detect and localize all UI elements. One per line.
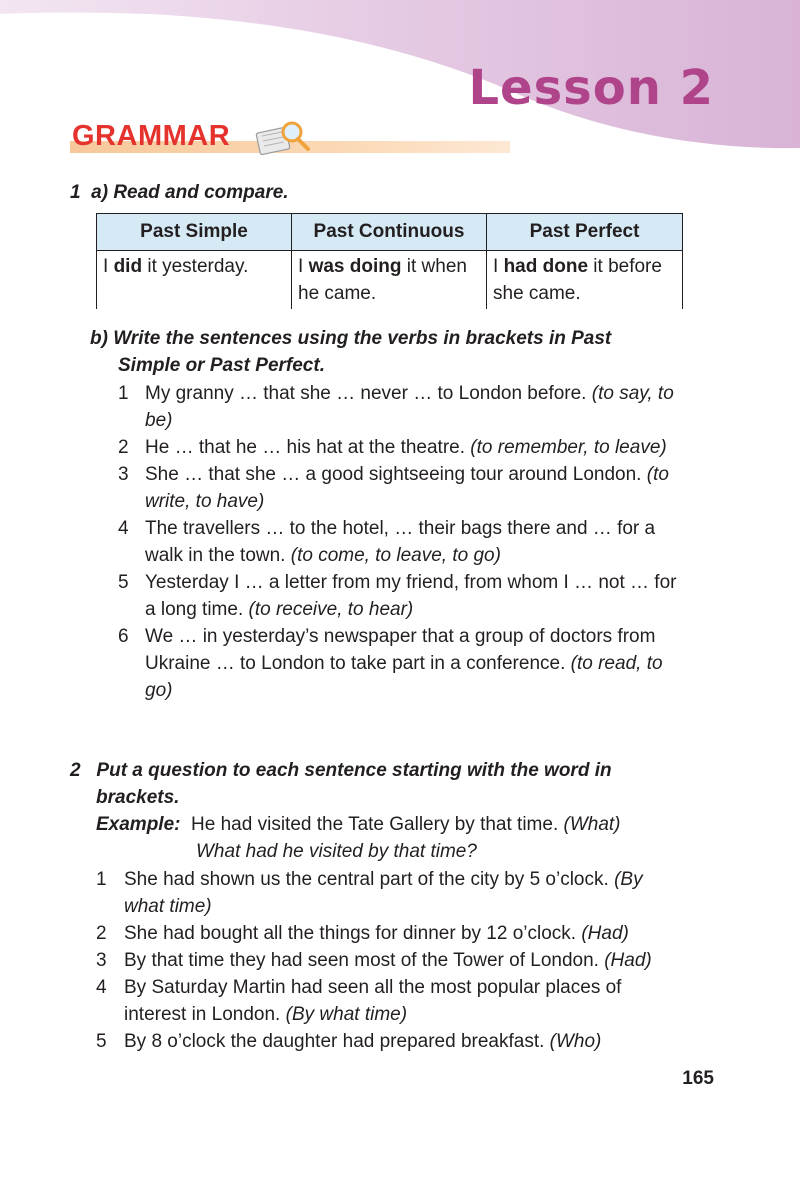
exercise2-heading [70,757,612,784]
list-item: 5 By 8 o’clock the daughter had prepared breakfast. (Who) [96,1031,602,1052]
list-item: 4 By Saturday Martin had seen all the most popular places of interest in London. (By what time) [96,977,622,1025]
exercise2-number: 2 [70,760,81,781]
list-item: 4 The travellers … to the hotel, … their bags there and … for a walk in the town. (to come, to leave, to go) [118,518,656,566]
table-cell: I did it yesterday. [97,251,292,310]
example-hint: (What) [563,814,621,835]
table-cell: I had done it before she came. [487,251,683,310]
example-line [96,811,621,838]
example-answer: What had he visited by that time? [196,841,477,862]
section-title: GRAMMAR [72,120,231,152]
exercise2-items [96,866,686,1055]
table-header: Past Perfect [487,214,683,251]
exercise1-part-b-line2: Simple or Past Perfect. [118,355,325,376]
list-item: 5 Yesterday I … a letter from my friend, from whom I … not … for a long time. (to receive, to hear) [118,572,677,620]
page-number: 165 [682,1068,714,1089]
table-header: Past Simple [97,214,292,251]
exercise1-items [118,380,688,704]
table-header: Past Continuous [292,214,487,251]
table-cell: I was doing it when he came. [292,251,487,310]
magnifier-notebook-icon [252,118,316,158]
list-item: 3 She … that she … a good sightseeing tour around London. (to write, to have) [118,464,669,512]
list-item: 2 He … that he … his hat at the theatre. (to remember, to leave) [118,437,667,458]
exercise1-number: 1 [70,182,81,203]
example-text: He had visited the Tate Gallery by that time. [191,814,564,835]
list-item: 2 She had bought all the things for dinner by 12 o’clock. (Had) [96,923,629,944]
tense-comparison-table [96,213,683,309]
list-item: 3 By that time they had seen most of the Tower of London. (Had) [96,950,652,971]
exercise2-heading-line1: Put a question to each sentence starting with the word in [96,760,612,781]
exercise2-heading-line2: brackets. [96,787,180,808]
list-item: 6 We … in yesterday’s newspaper that a group of doctors from Ukraine … to London to take part in a conference. (to read, to go) [118,626,663,701]
list-item: 1 She had shown us the central part of the city by 5 o’clock. (By what time) [96,869,643,917]
list-item: 1 My granny … that she … never … to London before. (to say, to be) [118,383,674,431]
lesson-title: Lesson 2 [468,60,714,116]
exercise1-part-a: a) Read and compare. [91,182,289,203]
exercise1-part-b-line1: b) Write the sentences using the verbs in brackets in Past [90,328,612,349]
table-header-row [97,214,683,251]
exercise1-heading [70,179,289,206]
table-row [97,251,683,310]
example-label: Example: [96,814,181,835]
